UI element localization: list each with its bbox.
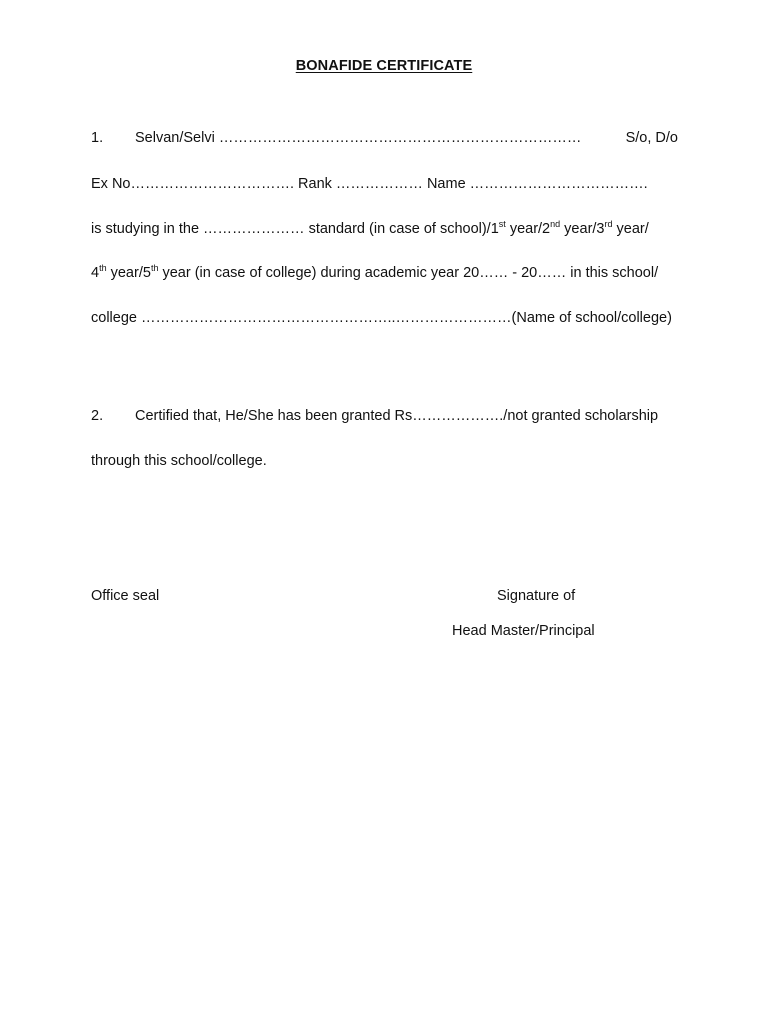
item1-line2: Ex No……………………………. Rank ……………… Name ………………………………. — [91, 176, 648, 192]
item1-line3-part-b: year/2 — [505, 221, 551, 237]
item1-line4-sup-th1: th — [99, 263, 107, 274]
certificate-title: BONAFIDE CERTIFICATE — [295, 58, 473, 74]
item1-line1-left — [91, 129, 581, 147]
item1-line3-sup-rd: rd — [604, 219, 613, 230]
item1-line4 — [91, 264, 678, 282]
signatory-title: Head Master/Principal — [452, 623, 595, 639]
item1-line3-sup-st: st — [498, 219, 506, 230]
item1-line4-sup-th2: th — [150, 263, 159, 274]
item1-number: 1. — [91, 130, 104, 146]
item1-line3-part-c: year/3 — [560, 221, 605, 237]
item2-scholarship-text: Certified that, He/She has been granted Rs………………./not granted scholarship — [135, 408, 659, 424]
item1-line3 — [91, 220, 678, 238]
item2-line1 — [91, 407, 678, 425]
signature-label: Signature of — [497, 588, 576, 604]
item1-relation: S/o, D/o — [625, 130, 678, 146]
item1-line1 — [91, 129, 678, 147]
item1-line4-part-c: year (in case of college) during academic year 20…… - 20…… in this school/ — [158, 265, 659, 281]
item2-number: 2. — [91, 408, 104, 424]
office-seal-label: Office seal — [91, 588, 160, 604]
item1-line4-part-a: 4 — [91, 265, 100, 281]
item1-line5: college ……………………………………………..……………………(Name of school/college) — [91, 310, 672, 326]
item1-line3-part-a: is studying in the ………………… standard (in case of school)/1 — [91, 221, 499, 237]
item2-line2: through this school/college. — [91, 453, 267, 469]
item1-line3-part-d: year/ — [612, 221, 649, 237]
item1-name-field: Selvan/Selvi ………………………………………………………………… — [135, 130, 582, 146]
item1-line3-sup-nd: nd — [550, 219, 561, 230]
item1-line4-part-b: year/5 — [106, 265, 151, 281]
